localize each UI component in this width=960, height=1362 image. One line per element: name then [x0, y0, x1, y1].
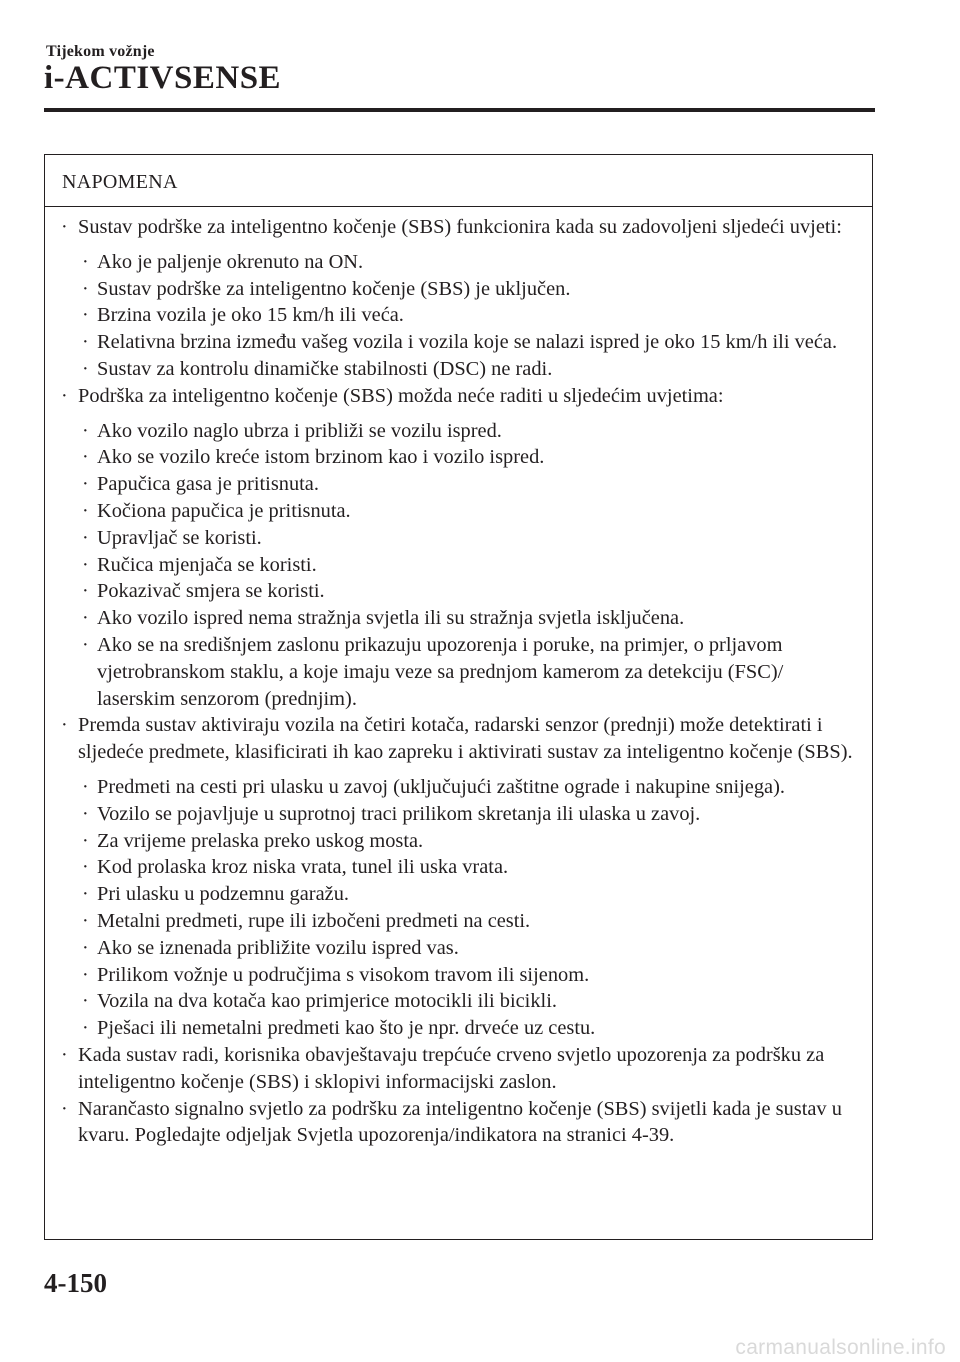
- bullet-dot-icon: ·: [82, 553, 89, 576]
- bullet-dot-icon: ·: [61, 1097, 68, 1120]
- note-item-text: Vozilo se pojavljuje u suprotnoj traci prilikom skretanja ili ulaska u zavoj.: [97, 802, 701, 825]
- note-item-text: Pokazivač smjera se koristi.: [97, 580, 325, 603]
- note-sub-bullet-item: [82, 249, 860, 276]
- note-sub-bullet-item: [82, 962, 860, 989]
- note-item-text: Sustav podrške za inteligentno kočenje (SBS) funkcionira kada su zadovoljeni sljedeći uvjeti:: [78, 216, 842, 238]
- note-sub-bullet-item: [82, 552, 860, 579]
- note-bullet-item: [61, 1096, 860, 1150]
- note-sub-bullet-item: [82, 774, 860, 801]
- bullet-dot-icon: ·: [82, 829, 89, 852]
- bullet-dot-icon: ·: [82, 526, 89, 549]
- note-sub-bullet-item: [82, 444, 860, 471]
- note-item-text: Sustav za kontrolu dinamičke stabilnosti (DSC) ne radi.: [97, 357, 553, 380]
- bullet-dot-icon: ·: [82, 473, 89, 496]
- note-item-text: Premda sustav aktiviraju vozila na četiri kotača, radarski senzor (prednji) može detektirati i sljedeće predmete, klasificirati ih kao zapreku i aktivirati sustav za inteligentno kočenje (SBS).: [78, 714, 853, 764]
- note-body: [45, 207, 872, 1149]
- note-sub-bullet-item: [82, 329, 860, 356]
- note-item-text: Relativna brzina između vašeg vozila i vozila koje se nalazi ispred je oko 15 km/h ili veća.: [97, 331, 838, 354]
- note-item-text: Ako vozilo naglo ubrza i približi se vozilu ispred.: [97, 419, 502, 442]
- note-sub-bullet-item: [82, 854, 860, 881]
- chapter-title: i-ACTIVSENSE: [44, 60, 282, 96]
- note-sub-bullet-item: [82, 525, 860, 552]
- list-gap: [45, 766, 872, 774]
- note-title: NAPOMENA: [45, 155, 872, 207]
- note-sub-bullet-item: [82, 276, 860, 303]
- bullet-dot-icon: ·: [82, 357, 89, 380]
- note-sub-bullet-item: [82, 632, 860, 712]
- note-item-text: Brzina vozila je oko 15 km/h ili veća.: [97, 304, 404, 327]
- note-item-text: Ručica mjenjača se koristi.: [97, 553, 317, 576]
- note-item-text: Za vrijeme prelaska preko uskog mosta.: [97, 829, 424, 852]
- note-item-text: Pješaci ili nemetalni predmeti kao što je npr. drveće uz cestu.: [97, 1017, 596, 1040]
- note-sub-bullet-item: [82, 935, 860, 962]
- note-item-text: Kočiona papučica je pritisnuta.: [97, 499, 351, 522]
- bullet-dot-icon: ·: [82, 936, 89, 959]
- note-sub-bullet-item: [82, 801, 860, 828]
- bullet-dot-icon: ·: [82, 963, 89, 986]
- section-label: Tijekom vožnje: [46, 43, 155, 60]
- note-item-text: Metalni predmeti, rupe ili izbočeni predmeti na cesti.: [97, 909, 531, 932]
- note-sub-bullet-item: [82, 988, 860, 1015]
- note-item-text: Ako se vozilo kreće istom brzinom kao i vozilo ispred.: [97, 446, 545, 469]
- note-item-text: Ako se na središnjem zaslonu prikazuju upozorenja i poruke, na primjer, o prljavom vjetrobranskom staklu, a koje imaju veze sa prednjom kamerom za detekciju (FSC)/ laserskim senzorom (prednjim).: [97, 633, 784, 710]
- bullet-dot-icon: ·: [82, 775, 89, 798]
- note-bullet-item: [61, 214, 860, 241]
- note-box: [44, 154, 873, 1240]
- note-item-text: Kod prolaska kroz niska vrata, tunel ili uska vrata.: [97, 856, 509, 879]
- bullet-dot-icon: ·: [82, 446, 89, 469]
- note-sub-bullet-item: [82, 1015, 860, 1042]
- bullet-dot-icon: ·: [82, 990, 89, 1013]
- bullet-dot-icon: ·: [82, 883, 89, 906]
- note-item-text: Upravljač se koristi.: [97, 526, 262, 549]
- note-sub-bullet-item: [82, 356, 860, 383]
- note-item-text: Predmeti na cesti pri ulasku u zavoj (uključujući zaštitne ograde i nakupine snijega).: [97, 775, 785, 798]
- note-item-text: Pri ulasku u podzemnu garažu.: [97, 883, 349, 906]
- bullet-dot-icon: ·: [61, 1043, 68, 1066]
- note-item-text: Podrška za inteligentno kočenje (SBS) možda neće raditi u sljedećim uvjetima:: [78, 384, 724, 407]
- bullet-dot-icon: ·: [61, 384, 68, 407]
- note-item-text: Ako se iznenada približite vozilu ispred vas.: [97, 936, 459, 959]
- note-bullet-item: [61, 383, 860, 410]
- bullet-dot-icon: ·: [82, 499, 89, 522]
- watermark: carmanualsonline.info: [735, 1336, 946, 1359]
- note-sub-bullet-item: [82, 881, 860, 908]
- note-sub-bullet-item: [82, 418, 860, 445]
- bullet-dot-icon: ·: [82, 802, 89, 825]
- note-item-text: Narančasto signalno svjetlo za podršku za inteligentno kočenje (SBS) svijetli kada je sustav u kvaru. Pogledajte odjeljak Svjetla upozorenja/indikatora na stranici 4-39.: [78, 1097, 842, 1147]
- bullet-dot-icon: ·: [82, 633, 89, 656]
- note-sub-bullet-item: [82, 578, 860, 605]
- list-gap: [45, 241, 872, 249]
- bullet-dot-icon: ·: [82, 580, 89, 603]
- note-item-text: Sustav podrške za inteligentno kočenje (SBS) je uključen.: [97, 277, 571, 300]
- bullet-dot-icon: ·: [82, 909, 89, 932]
- note-item-text: Ako je paljenje okrenuto na ON.: [97, 250, 364, 273]
- note-bullet-item: [61, 712, 860, 766]
- note-sub-bullet-item: [82, 498, 860, 525]
- page-number: 4-150: [44, 1268, 107, 1298]
- list-gap: [45, 410, 872, 418]
- bullet-dot-icon: ·: [61, 714, 68, 737]
- bullet-dot-icon: ·: [82, 277, 89, 300]
- note-bullet-item: [61, 1042, 860, 1096]
- bullet-dot-icon: ·: [82, 250, 89, 273]
- note-item-text: Vozila na dva kotača kao primjerice motocikli ili bicikli.: [97, 990, 557, 1013]
- note-sub-bullet-item: [82, 471, 860, 498]
- header-rule: [44, 108, 875, 112]
- bullet-dot-icon: ·: [61, 216, 68, 238]
- note-item-text: Prilikom vožnje u područjima s visokom travom ili sijenom.: [97, 963, 590, 986]
- note-sub-bullet-item: [82, 302, 860, 329]
- note-item-text: Papučica gasa je pritisnuta.: [97, 473, 319, 496]
- note-sub-bullet-item: [82, 828, 860, 855]
- note-sub-bullet-item: [82, 605, 860, 632]
- bullet-dot-icon: ·: [82, 331, 89, 354]
- bullet-dot-icon: ·: [82, 304, 89, 327]
- note-item-text: Kada sustav radi, korisnika obavještavaju trepćuće crveno svjetlo upozorenja za podršku za inteligentno kočenje (SBS) i sklopivi informacijski zaslon.: [78, 1043, 825, 1093]
- note-sub-bullet-item: [82, 908, 860, 935]
- bullet-dot-icon: ·: [82, 419, 89, 442]
- bullet-dot-icon: ·: [82, 1017, 89, 1040]
- bullet-dot-icon: ·: [82, 856, 89, 879]
- bullet-dot-icon: ·: [82, 607, 89, 630]
- note-item-text: Ako vozilo ispred nema stražnja svjetla ili su stražnja svjetla isključena.: [97, 607, 685, 630]
